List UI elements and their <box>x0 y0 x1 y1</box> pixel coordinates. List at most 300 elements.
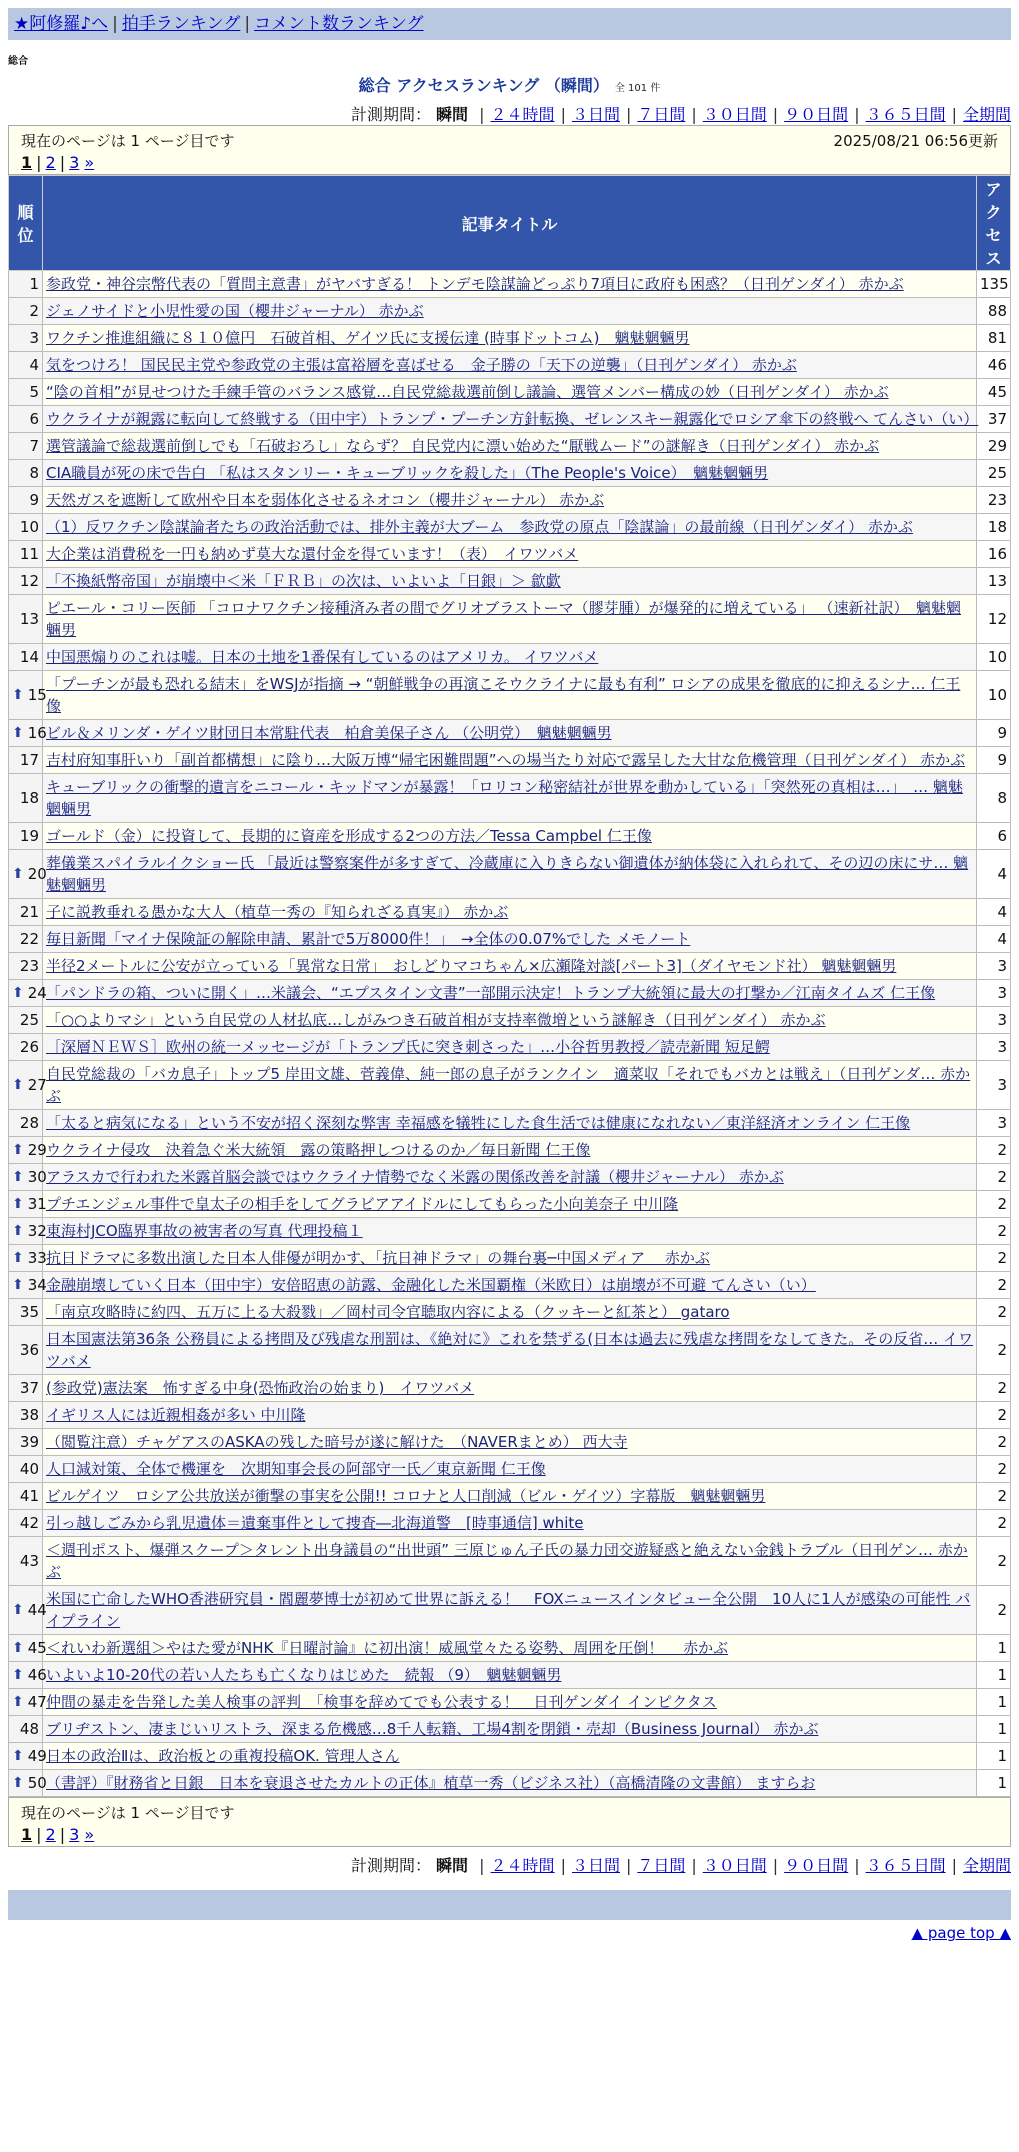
pager-page-link[interactable]: 3 <box>69 153 80 172</box>
rank-cell <box>9 1034 43 1061</box>
period-link[interactable]: 全期間 <box>962 1856 1011 1875</box>
home-link[interactable]: ★阿修羅♪へ <box>14 14 109 34</box>
table-row <box>9 1402 1011 1429</box>
access-count: 2 <box>977 1272 1011 1299</box>
nav-separator: | <box>244 14 251 34</box>
rank-number: 3 <box>29 329 39 347</box>
rank-number: 21 <box>19 903 39 921</box>
article-link[interactable]: CIA職員が死の床で告白 「私はスタンリー・キューブリックを殺した」（The People's Voice） 魑魅魍魎男 <box>46 464 769 482</box>
rank-number: 25 <box>19 1011 39 1029</box>
article-link[interactable]: 東海村JCO臨界事故の被害者の写真 代理投稿１ <box>46 1222 363 1240</box>
article-link[interactable]: 毎日新聞「マイナ保険証の解除申請、累計で5万8000件！」 →全体の0.07%でした メモノート <box>46 930 691 948</box>
title-cell <box>43 1326 977 1375</box>
access-count: 4 <box>977 926 1011 953</box>
rank-cell <box>9 568 43 595</box>
page-top-link[interactable]: ▲ page top ▲ <box>911 1924 1011 1942</box>
rank-cell <box>9 1743 47 1770</box>
access-count: 2 <box>977 1402 1011 1429</box>
rank-cell <box>9 720 47 747</box>
title-cell <box>43 487 977 514</box>
rank-cell <box>9 1510 43 1537</box>
rank-cell <box>9 271 43 298</box>
access-count: 2 <box>977 1586 1011 1635</box>
article-link[interactable]: 気をつけろ！ 国民民主党や参政党の主張は富裕層を喜ばせる 金子勝の「天下の逆襲」（日刊ゲンダイ） 赤かぶ <box>46 356 797 374</box>
period-separator: | <box>691 1856 697 1875</box>
applause-ranking-link[interactable]: 拍手ランキング <box>121 14 241 34</box>
table-row <box>9 1510 1011 1537</box>
pager-separator: | <box>59 153 66 172</box>
section-label: 総合 <box>8 56 28 67</box>
page-title <box>8 73 1011 96</box>
article-link[interactable]: ビルゲイツ ロシア公共放送が衝撃の事実を公開!! コロナと人口削減（ビル・ゲイツ）字幕版 魑魅魍魎男 <box>46 1487 766 1505</box>
title-cell <box>43 1299 977 1326</box>
access-count: 1 <box>977 1770 1011 1797</box>
rank-cell <box>9 1110 43 1137</box>
rank-cell <box>9 1662 47 1689</box>
rank-cell <box>9 1007 43 1034</box>
access-count: 45 <box>977 379 1011 406</box>
title-cell <box>43 406 977 433</box>
access-count: 2 <box>977 1429 1011 1456</box>
title-cell <box>43 720 977 747</box>
rank-cell <box>9 433 43 460</box>
access-count: 1 <box>977 1689 1011 1716</box>
period-link[interactable]: ３６５日間 <box>865 105 946 124</box>
rank-number: 30 <box>27 1168 47 1186</box>
table-row <box>9 433 1011 460</box>
rank-cell <box>9 298 43 325</box>
access-count: 37 <box>977 406 1011 433</box>
access-header: アクセス <box>977 176 1011 271</box>
article-link[interactable]: 人口減対策、全体で機運を 次期知事会長の阿部守一氏／東京新聞 仁王像 <box>46 1460 546 1478</box>
table-row <box>9 1456 1011 1483</box>
rank-cell <box>9 899 43 926</box>
article-link[interactable]: ウクライナ侵攻 決着急ぐ米大統領 露の策略押しつけるのか／毎日新聞 仁王像 <box>46 1141 591 1159</box>
title-cell <box>43 460 977 487</box>
rank-cell <box>9 1245 47 1272</box>
rank-number: 7 <box>29 437 39 455</box>
table-row <box>9 595 1011 644</box>
period-separator: | <box>560 1856 566 1875</box>
up-arrow-icon: ⬆ <box>12 1640 24 1656</box>
period-link[interactable]: ２４時間 <box>490 1856 555 1875</box>
title-cell <box>43 541 977 568</box>
rank-number: 26 <box>19 1038 39 1056</box>
rank-cell <box>9 823 43 850</box>
rank-cell <box>9 1716 43 1743</box>
access-count: 9 <box>977 747 1011 774</box>
article-link[interactable]: 吉村府知事肝いり「副首都構想」に陰り…大阪万博“帰宅困難問題”への場当たり対応で露呈した大甘な危機管理（日刊ゲンダイ） 赤かぶ <box>46 751 966 769</box>
title-cell <box>43 1402 977 1429</box>
access-count: 46 <box>977 352 1011 379</box>
period-current: 瞬間 <box>436 1856 469 1875</box>
pager-current: 1 <box>21 153 33 172</box>
rank-number: 34 <box>27 1276 47 1294</box>
page-info-text: 現在のページは 1 ページ目です <box>21 1804 235 1822</box>
title-cell <box>43 1137 977 1164</box>
rank-number: 38 <box>19 1406 39 1424</box>
rank-number: 47 <box>27 1693 47 1711</box>
pager-separator: | <box>36 153 42 172</box>
period-link[interactable]: ３６５日間 <box>865 1856 946 1875</box>
table-row <box>9 1272 1011 1299</box>
article-link[interactable]: 抗日ドラマに多数出演した日本人俳優が明かす、「抗日神ドラマ」の舞台裏─中国メディア 赤かぶ <box>46 1249 710 1267</box>
period-separator: | <box>772 105 779 124</box>
period-links <box>473 105 1011 124</box>
period-link[interactable]: ７日間 <box>637 1856 686 1875</box>
article-link[interactable]: キューブリックの衝撃的遺言をニコール・キッドマンが暴露！「ロリコン秘密結社が世界を動かしている」「突然死の真相は…」 … 魑魅魍魎男 <box>46 778 963 818</box>
rank-number: 46 <box>27 1666 47 1684</box>
article-link[interactable]: 「太ると病気になる」という不安が招く深刻な弊害 幸福感を犠牲にした食生活では健康になれない／東洋経済オンライン 仁王像 <box>46 1114 911 1132</box>
table-row <box>9 1034 1011 1061</box>
period-link[interactable]: ３日間 <box>571 105 620 124</box>
rank-cell <box>9 644 43 671</box>
rank-cell <box>9 926 43 953</box>
article-link[interactable]: 自民党総裁の「バカ息子」トップ5 岸田文雄、菅義偉、純一郎の息子がランクイン 適菜収「それでもバカとは戦え」（日刊ゲンダ… 赤かぶ <box>46 1065 971 1105</box>
rank-number: 32 <box>27 1222 47 1240</box>
article-link[interactable]: いよいよ10-20代の若い人たちも亡くなりはじめた 続報 （9） 魑魅魍魎男 <box>46 1666 562 1684</box>
rank-number: 2 <box>29 302 39 320</box>
article-link[interactable]: ゴールド（金）に投資して、長期的に資産を形成する2つの方法／Tessa Campbel 仁王像 <box>46 827 652 845</box>
rank-number: 4 <box>29 356 39 374</box>
period-link[interactable]: ３日間 <box>571 1856 620 1875</box>
access-count: 23 <box>977 487 1011 514</box>
rank-number: 22 <box>19 930 39 948</box>
page-info-box-top <box>8 125 1011 175</box>
table-row <box>9 953 1011 980</box>
access-count: 3 <box>977 953 1011 980</box>
article-link[interactable]: イギリス人には近親相姦が多い 中川隆 <box>46 1406 306 1424</box>
article-link[interactable]: アラスカで行われた米露首脳会談ではウクライナ情勢でなく米露の関係改善を討議（櫻井ジャーナル） 赤かぶ <box>46 1168 784 1186</box>
up-arrow-icon: ⬆ <box>12 725 24 741</box>
rank-number: 49 <box>27 1747 47 1765</box>
article-link[interactable]: 米国に亡命したWHO香港研究員・閻麗夢博士が初めて世界に訴える！ FOXニュースインタビュー全公開 10人に1人が感染の可能性 パイプライン <box>46 1590 971 1630</box>
updated-timestamp: 2025/08/21 06:56更新 <box>833 132 998 150</box>
period-link[interactable]: ９０日間 <box>784 105 849 124</box>
rank-cell <box>9 1689 47 1716</box>
rank-number: 50 <box>27 1774 47 1792</box>
title-cell <box>43 850 977 899</box>
period-separator: | <box>625 105 632 124</box>
access-count: 2 <box>977 1299 1011 1326</box>
title-cell <box>43 298 977 325</box>
article-link[interactable]: 「南京攻略時に約四、五万に上る大殺戮」／岡村司令官聴取内容による（クッキーと紅茶と） gataro <box>46 1303 730 1321</box>
rank-cell <box>9 747 43 774</box>
period-link[interactable]: ７日間 <box>637 105 686 124</box>
rank-number: 18 <box>19 789 39 807</box>
access-count: 10 <box>977 644 1011 671</box>
period-link[interactable]: ３０日間 <box>702 1856 767 1875</box>
rank-cell <box>9 1218 47 1245</box>
rank-cell <box>9 379 43 406</box>
table-row <box>9 1110 1011 1137</box>
article-link[interactable]: ブリヂストン、凄まじいリストラ、深まる危機感…8千人転籍、工場4割を閉鎖・売却（Business Journal） 赤かぶ <box>46 1720 819 1738</box>
table-row <box>9 379 1011 406</box>
rank-cell <box>9 1164 47 1191</box>
title-cell <box>43 644 977 671</box>
rank-cell <box>9 487 43 514</box>
article-link[interactable]: ビル＆メリンダ・ゲイツ財団日本常駐代表 柏倉美保子さん （公明党） 魑魅魍魎男 <box>46 724 612 742</box>
table-row <box>9 774 1011 823</box>
period-current: 瞬間 <box>436 105 469 124</box>
rank-number: 24 <box>27 984 47 1002</box>
rank-cell <box>9 774 43 823</box>
article-link[interactable]: 「パンドラの箱、ついに開く」…米議会、“エプスタイン文書”一部開示決定！トランプ大統領に最大の打撃か／江南タイムズ 仁王像 <box>46 984 936 1002</box>
article-link[interactable]: 葬儀業スパイラルイクショー氏 「最近は警察案件が多すぎて、冷蔵庫に入りきらない御遺体が納体袋に入れられて、その辺の床にサ… 魑魅魍魎男 <box>46 854 969 894</box>
up-arrow-icon: ⬆ <box>12 1196 24 1212</box>
article-link[interactable]: ピエール・コリー医師 「コロナワクチン接種済み者の間でグリオブラストーマ（膠芽腫）が爆発的に増えている」 （速新社訳） 魑魅魍魎男 <box>46 599 961 639</box>
article-link[interactable]: ［深層ＮＥＷＳ］欧州の統一メッセージが「トランプ氏に突き刺さった」…小谷哲男教授／読売新聞 短足鰐 <box>46 1038 770 1056</box>
rank-number: 6 <box>29 410 39 428</box>
article-link[interactable]: 仲間の暴走を告発した美人検事の評判 「検事を辞めてでも公表する！ 日刊ゲンダイ インピクタス <box>46 1693 717 1711</box>
ranking-title: 総合 アクセスランキング （瞬間） <box>358 76 609 95</box>
pager-next-link[interactable]: » <box>84 1825 95 1844</box>
rank-number: 36 <box>19 1341 39 1359</box>
pager-page-link[interactable]: 2 <box>45 1825 56 1844</box>
title-cell <box>43 1061 977 1110</box>
nav-separator: | <box>112 14 118 34</box>
article-link[interactable]: （1）反ワクチン陰謀論者たちの政治活動では、排外主義が大ブーム 参政党の原点「陰謀論」の最前線（日刊ゲンダイ） 赤かぶ <box>46 518 913 536</box>
rank-cell <box>9 1402 43 1429</box>
table-row <box>9 1299 1011 1326</box>
article-link[interactable]: 「不換紙幣帝国」が崩壊中＜米「ＦＲＢ」の次は、いよいよ「日銀」＞ 歙歔 <box>46 572 561 590</box>
table-row <box>9 298 1011 325</box>
table-row <box>9 926 1011 953</box>
article-link[interactable]: ＜週刊ポスト、爆弾スクープ＞タレント出身議員の“出世頭” 三原じゅん子氏の暴力団交遊疑惑と絶えない金銭トラブル（日刊ゲン… 赤かぶ <box>46 1541 968 1581</box>
title-cell <box>43 352 977 379</box>
rank-number: 8 <box>29 464 39 482</box>
table-row <box>9 850 1011 899</box>
title-cell <box>43 325 977 352</box>
pager-page-link[interactable]: 3 <box>69 1825 80 1844</box>
title-cell <box>43 595 977 644</box>
rank-number: 44 <box>27 1601 47 1619</box>
rank-cell <box>9 1272 47 1299</box>
period-separator: | <box>479 1856 485 1875</box>
up-arrow-icon: ⬆ <box>12 1748 24 1764</box>
title-cell <box>43 1510 977 1537</box>
article-link[interactable]: 日本国憲法第36条 公務員による拷問及び残虐な刑罰は、《絶対に》これを禁ずる(日本は過去に残虐な拷問をなしてきた。その反省… イワツバメ <box>46 1330 973 1370</box>
access-count: 3 <box>977 1007 1011 1034</box>
comment-ranking-link[interactable]: コメント数ランキング <box>254 14 424 34</box>
table-row <box>9 1164 1011 1191</box>
up-arrow-icon: ⬆ <box>12 985 24 1001</box>
rank-number: 43 <box>19 1552 39 1570</box>
title-cell <box>43 1429 977 1456</box>
access-count: 4 <box>977 850 1011 899</box>
rank-number: 15 <box>27 686 47 704</box>
article-link[interactable]: ワクチン推進組織に８１０億円 石破首相、ゲイツ氏に支援伝達 (時事ドットコム) 魑魅魍魎男 <box>46 329 690 347</box>
rank-cell <box>9 1375 43 1402</box>
article-link[interactable]: ウクライナが親露に転向して終戦する（田中宇）トランプ・プーチン方針転換、ゼレンスキー親露化でロシア傘下の終戦へ てんさい（い） <box>46 410 979 428</box>
article-link[interactable]: ＜れいわ新選組＞やはた愛がNHK『日曜討論』に初出演！威風堂々たる姿勢、周囲を圧倒！ 赤かぶ <box>46 1639 729 1657</box>
rank-cell <box>9 1770 47 1797</box>
rank-number: 33 <box>27 1249 47 1267</box>
article-link[interactable]: 「○○よりマシ」という自民党の人材払底…しがみつき石破首相が支持率微増という謎解き（日刊ゲンダイ） 赤かぶ <box>46 1011 826 1029</box>
table-row <box>9 271 1011 298</box>
article-link[interactable]: 中国悪煽りのこれは嘘。日本の土地を1番保有しているのはアメリカ。 イワツバメ <box>46 648 599 666</box>
title-cell <box>43 1770 977 1797</box>
table-row <box>9 1770 1011 1797</box>
up-arrow-icon: ⬆ <box>12 1277 24 1293</box>
up-arrow-icon: ⬆ <box>12 1250 24 1266</box>
article-link[interactable]: 日本の政治Ⅱは、政治板との重複投稿OK. 管理人さん <box>46 1747 400 1765</box>
bottom-bar <box>8 1890 1011 1920</box>
up-arrow-icon: ⬆ <box>12 687 24 703</box>
table-row <box>9 1689 1011 1716</box>
title-cell <box>43 1716 977 1743</box>
article-link[interactable]: プチエンジェル事件で皇太子の相手をしてグラビアアイドルにしてもらった小向美奈子 中川隆 <box>46 1195 679 1213</box>
article-link[interactable]: ジェノサイドと小児性愛の国（櫻井ジャーナル） 赤かぶ <box>46 302 424 320</box>
table-row <box>9 1137 1011 1164</box>
article-link[interactable]: “陰の首相”が見せつけた手練手管のバランス感覚…自民党総裁選前倒し議論、選管メンバー構成の妙（日刊ゲンダイ） 赤かぶ <box>46 383 889 401</box>
period-separator: | <box>691 105 697 124</box>
access-count: 13 <box>977 568 1011 595</box>
rank-cell <box>9 1137 47 1164</box>
rank-number: 41 <box>19 1487 39 1505</box>
table-row <box>9 1375 1011 1402</box>
rank-header: 順位 <box>9 176 43 271</box>
rank-cell <box>9 1456 43 1483</box>
access-count: 81 <box>977 325 1011 352</box>
rank-number: 35 <box>19 1303 39 1321</box>
access-count: 3 <box>977 1034 1011 1061</box>
title-cell <box>43 774 977 823</box>
rank-cell <box>9 1483 43 1510</box>
rank-number: 28 <box>19 1114 39 1132</box>
table-row <box>9 1586 1011 1635</box>
access-count: 2 <box>977 1326 1011 1375</box>
pager-next-link[interactable]: » <box>84 153 95 172</box>
article-link[interactable]: 参政党・神谷宗幣代表の「質問主意書」がヤバすぎる！ トンデモ陰謀論どっぷり7項目に政府も困惑？（日刊ゲンダイ） 赤かぶ <box>46 275 904 293</box>
ranking-table <box>8 175 1011 1797</box>
rank-number: 45 <box>27 1639 47 1657</box>
page-info-box-bottom <box>8 1797 1011 1847</box>
item-count: 全 101 件 <box>614 83 661 94</box>
rank-cell <box>9 1586 47 1635</box>
period-link[interactable]: 全期間 <box>962 105 1011 124</box>
article-link[interactable]: 大企業は消費税を一円も納めず莫大な還付金を得ています！（表） イワツバメ <box>46 545 579 563</box>
article-link[interactable]: 引っ越しごみから乳児遺体＝遺棄事件として捜査―北海道警 [時事通信] white <box>46 1514 584 1532</box>
access-count: 2 <box>977 1191 1011 1218</box>
rank-number: 14 <box>19 648 39 666</box>
table-row <box>9 747 1011 774</box>
rank-cell <box>9 850 47 899</box>
article-link[interactable]: 子に説教垂れる愚かな大人（植草一秀の『知られざる真実』） 赤かぶ <box>46 903 509 921</box>
title-cell <box>43 1662 977 1689</box>
table-row <box>9 1662 1011 1689</box>
period-link[interactable]: ９０日間 <box>784 1856 849 1875</box>
access-count: 1 <box>977 1743 1011 1770</box>
access-count: 2 <box>977 1245 1011 1272</box>
up-arrow-icon: ⬆ <box>12 1694 24 1710</box>
pager-separator: | <box>36 1825 42 1844</box>
rank-cell <box>9 460 43 487</box>
page-info-text: 現在のページは 1 ページ目です <box>21 132 235 150</box>
period-separator: | <box>560 105 566 124</box>
title-cell <box>43 1191 977 1218</box>
access-count: 3 <box>977 1110 1011 1137</box>
rank-number: 40 <box>19 1460 39 1478</box>
access-count: 135 <box>977 271 1011 298</box>
title-cell <box>43 980 977 1007</box>
top-nav-bar <box>8 8 1011 40</box>
rank-cell <box>9 671 47 720</box>
article-link[interactable]: 「プーチンが最も恐れる結末」をWSJが指摘 → “朝鮮戦争の再演こそウクライナに最も有利” ロシアの成果を徹底的に抑えるシナ… 仁王像 <box>46 675 961 715</box>
table-row <box>9 487 1011 514</box>
article-link[interactable]: （書評）『財務省と日銀 日本を衰退させたカルトの正体』植草一秀（ビジネス社）（高橋清隆の文書館） ますらお <box>46 1774 816 1792</box>
access-count: 4 <box>977 899 1011 926</box>
table-row <box>9 1483 1011 1510</box>
access-count: 2 <box>977 1164 1011 1191</box>
pager-separator: | <box>59 1825 66 1844</box>
title-cell <box>43 1537 977 1586</box>
article-link[interactable]: 天然ガスを遮断して欧州や日本を弱体化させるネオコン（櫻井ジャーナル） 赤かぶ <box>46 491 605 509</box>
up-arrow-icon: ⬆ <box>12 1223 24 1239</box>
table-row <box>9 406 1011 433</box>
rank-number: 13 <box>19 610 39 628</box>
article-link[interactable]: 半径2メートルに公安が立っている「異常な日常」 おしどりマコちゃん×広瀬隆対談[パート3]（ダイヤモンド社） 魑魅魍魎男 <box>46 957 897 975</box>
article-link[interactable]: （閲覧注意）チャゲアスのASKAの残した暗号が遂に解けた （NAVERまとめ） 西大寺 <box>46 1433 628 1451</box>
title-cell <box>43 1483 977 1510</box>
title-cell <box>43 1586 977 1635</box>
access-count: 2 <box>977 1456 1011 1483</box>
access-count: 2 <box>977 1375 1011 1402</box>
up-arrow-icon: ⬆ <box>12 1142 24 1158</box>
title-cell <box>43 1218 977 1245</box>
title-cell <box>43 1164 977 1191</box>
title-cell <box>43 379 977 406</box>
title-cell <box>43 823 977 850</box>
article-link[interactable]: 選管議論で総裁選前倒しでも「石破おろし」ならず？ 自民党内に漂い始めた“厭戦ムード”の謎解き（日刊ゲンダイ） 赤かぶ <box>46 437 880 455</box>
period-links <box>473 1856 1011 1875</box>
rank-number: 16 <box>27 724 47 742</box>
access-count: 2 <box>977 1483 1011 1510</box>
pager-page-link[interactable]: 2 <box>45 153 56 172</box>
rank-cell <box>9 980 47 1007</box>
title-cell <box>43 1034 977 1061</box>
table-row <box>9 1007 1011 1034</box>
rank-cell <box>9 1191 47 1218</box>
rank-number: 12 <box>19 572 39 590</box>
article-link[interactable]: 金融崩壊していく日本（田中宇）安倍昭恵の訪露、金融化した米国覇権（米欧日）は崩壊が不可避 てんさい（い） <box>46 1276 816 1294</box>
period-link[interactable]: ２４時間 <box>490 105 555 124</box>
access-count: 9 <box>977 720 1011 747</box>
table-row <box>9 460 1011 487</box>
access-count: 16 <box>977 541 1011 568</box>
period-separator: | <box>854 1856 860 1875</box>
article-link[interactable]: (参政党)憲法案 怖すぎる中身(恐怖政治の始まり) イワツバメ <box>46 1379 475 1397</box>
title-cell <box>43 514 977 541</box>
access-count: 2 <box>977 1218 1011 1245</box>
title-cell <box>43 1635 977 1662</box>
period-link[interactable]: ３０日間 <box>702 105 767 124</box>
table-row <box>9 1716 1011 1743</box>
rank-number: 23 <box>19 957 39 975</box>
period-separator: | <box>479 105 485 124</box>
access-count: 1 <box>977 1662 1011 1689</box>
title-header: 記事タイトル <box>43 176 977 271</box>
title-cell <box>43 671 977 720</box>
rank-cell <box>9 1061 47 1110</box>
table-row <box>9 671 1011 720</box>
period-separator: | <box>625 1856 632 1875</box>
rank-number: 19 <box>19 827 39 845</box>
rank-cell <box>9 1537 43 1586</box>
pager-bottom <box>21 1824 998 1846</box>
up-arrow-icon: ⬆ <box>12 1602 24 1618</box>
rank-cell <box>9 595 43 644</box>
